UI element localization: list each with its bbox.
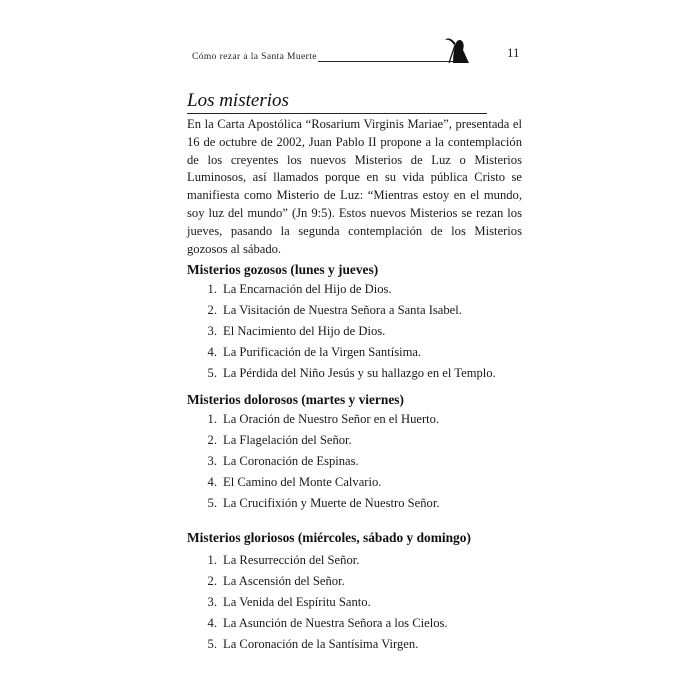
list-item [187, 493, 440, 514]
list-item [187, 300, 496, 321]
list-item [187, 550, 448, 571]
item-number: 5. [207, 366, 217, 380]
list-item [187, 451, 440, 472]
heading-misterios-dolorosos: Misterios dolorosos (martes y viernes) [187, 392, 404, 407]
item-text: La Visitación de Nuestra Señora a Santa Isabel. [223, 303, 462, 317]
item-text: La Oración de Nuestro Señor en el Huerto. [223, 412, 440, 426]
list-item [187, 363, 496, 384]
section-title: Los misterios [187, 90, 289, 111]
list-item [187, 634, 448, 655]
item-number: 2. [207, 433, 217, 447]
item-text: La Venida del Espíritu Santo. [223, 595, 371, 609]
list-misterios-gloriosos [187, 550, 448, 655]
list-misterios-dolorosos [187, 409, 440, 514]
item-text: La Coronación de Espinas. [223, 454, 359, 468]
item-number: 2. [207, 303, 217, 317]
list-item [187, 342, 496, 363]
list-item [187, 279, 496, 300]
list-item [187, 571, 448, 592]
item-number: 2. [207, 574, 217, 588]
list-item [187, 409, 440, 430]
item-text: La Pérdida del Niño Jesús y su hallazgo en el Templo. [223, 366, 496, 380]
grim-reaper-icon [444, 34, 472, 64]
item-text: La Asunción de Nuestra Señora a los Cielos. [223, 616, 448, 630]
list-misterios-gozosos [187, 279, 496, 384]
item-number: 3. [207, 324, 217, 338]
list-item [187, 472, 440, 493]
item-text: La Resurrección del Señor. [223, 553, 360, 567]
running-head-title: Cómo rezar a la Santa Muerte [192, 52, 317, 62]
item-text: La Flagelación del Señor. [223, 433, 352, 447]
item-number: 1. [207, 412, 217, 426]
item-number: 4. [207, 616, 217, 630]
item-number: 4. [207, 345, 217, 359]
item-number: 5. [207, 496, 217, 510]
item-text: El Nacimiento del Hijo de Dios. [223, 324, 386, 338]
item-number: 1. [207, 553, 217, 567]
header-rule [318, 61, 458, 62]
item-number: 4. [207, 475, 217, 489]
list-item [187, 430, 440, 451]
item-number: 3. [207, 595, 217, 609]
item-text: La Encarnación del Hijo de Dios. [223, 282, 392, 296]
item-text: La Purificación de la Virgen Santísima. [223, 345, 422, 359]
item-text: La Crucifixión y Muerte de Nuestro Señor. [223, 496, 440, 510]
item-number: 3. [207, 454, 217, 468]
item-text: La Coronación de la Santísima Virgen. [223, 637, 419, 651]
heading-misterios-gloriosos: Misterios gloriosos (miércoles, sábado y domingo) [187, 530, 471, 545]
item-text: El Camino del Monte Calvario. [223, 475, 382, 489]
item-number: 1. [207, 282, 217, 296]
item-number: 5. [207, 637, 217, 651]
list-item [187, 592, 448, 613]
list-item [187, 321, 496, 342]
title-underline [187, 113, 487, 114]
page-number: 11 [507, 45, 520, 60]
heading-misterios-gozosos: Misterios gozosos (lunes y jueves) [187, 262, 379, 277]
item-text: La Ascensión del Señor. [223, 574, 345, 588]
intro-paragraph: En la Carta Apostólica “Rosarium Virginis Mariae”, presentada el 16 de octubre de 2002, Juan Pablo II propone a la contemplación de los creyentes los nuevos Misterios de Luz o Misterios Luminosos, así llamados porque en su vida pública Cristo se manifiesta como Misterio de Luz: “Mientras estoy en el mundo, soy luz del mundo” (Jn 9:5). Estos nuevos Misterios se rezan los jueves, pasando la segunda contemplación de los Misterios gozosos al sábado. [187, 117, 522, 256]
list-item [187, 613, 448, 634]
